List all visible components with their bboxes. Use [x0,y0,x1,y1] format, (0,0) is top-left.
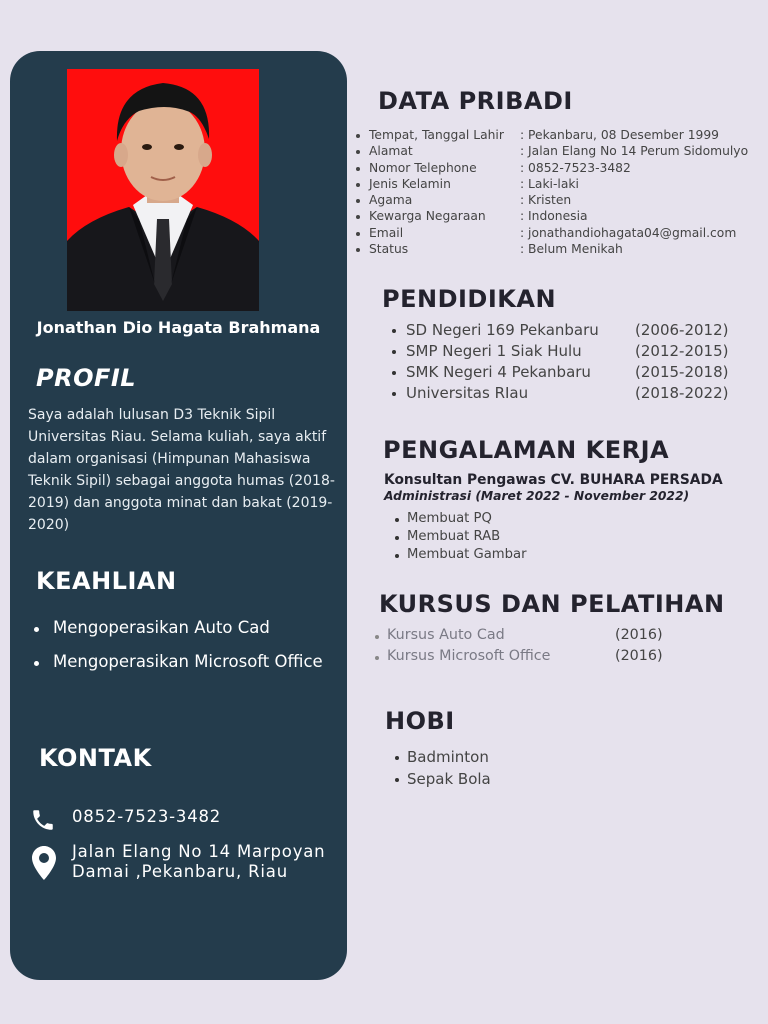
pengalaman-heading: PENGALAMAN KERJA [383,436,670,464]
profil-text: Saya adalah lulusan D3 Teknik Sipil Universitas Riau. Selama kuliah, saya aktif dalam organisasi (Himpunan Mahasiswa Teknik Sipil) sebagai anggota humas (2018-2019) dan anggota minat dan bakat (2019-2020) [28,407,335,533]
contact-phone [30,805,330,833]
row-value: : 0852-7523-3482 [520,160,631,175]
kursus-year: (2016) [615,648,663,664]
row-label: Agama [369,193,413,208]
kursus-heading: KURSUS DAN PELATIHAN [379,590,725,618]
skill-item: Mengoperasikan Microsoft Office [30,652,323,686]
row-label: Jenis Kelamin [369,176,451,191]
row-value: : jonathandiohagata04@gmail.com [520,225,737,240]
task-text: Membuat Gambar [407,547,527,562]
contact-address [30,842,345,892]
profile-photo [67,69,259,311]
phone-icon [30,807,56,837]
kursus-name: Kursus Microsoft Office [387,648,551,664]
pendidikan-heading: PENDIDIKAN [382,285,557,313]
kursus-item [373,627,673,648]
school-years: (2012-2015) [635,342,729,360]
phone-text: 0852-7523-3482 [72,807,222,826]
school-years: (2006-2012) [635,321,729,339]
pendidikan-item [390,363,730,384]
kursus-item [373,648,673,669]
row-label: Tempat, Tanggal Lahir [369,128,504,142]
row-label: Alamat [369,144,413,159]
row-value: : Indonesia [520,209,588,224]
school-name: SD Negeri 169 Pekanbaru [406,321,599,339]
map-pin-icon [32,846,56,884]
school-years: (2018-2022) [635,384,729,402]
kontak-heading: KONTAK [39,744,152,772]
kursus-year: (2016) [615,627,663,643]
row-value: : Kristen [520,193,572,208]
hobi-text: Sepak Bola [407,770,491,788]
skill-item: Mengoperasikan Auto Cad [30,618,323,652]
row-label: Email [369,225,404,240]
pendidikan-list [390,321,730,405]
row-label: Nomor Telephone [369,160,477,175]
keahlian-heading: KEAHLIAN [36,567,177,595]
pendidikan-item [390,384,730,405]
address-text: Jalan Elang No 14 Marpoyan Damai ,Pekanbaru, Riau [72,842,326,881]
row-value: : Jalan Elang No 14 Perum Sidomulyo [520,144,749,159]
kursus-list [373,627,673,669]
kursus-name: Kursus Auto Cad [387,627,505,643]
skill-list [30,618,323,686]
task-text: Membuat RAB [407,529,501,544]
company-name: Konsultan Pengawas CV. BUHARA PERSADA [384,472,723,488]
school-name: SMP Negeri 1 Siak Hulu [406,342,582,360]
profil-heading: PROFIL [36,364,137,392]
school-name: Universitas RIau [406,384,529,402]
school-name: SMK Negeri 4 Pekanbaru [406,363,591,381]
task-text: Membuat PQ [407,511,492,526]
data-pribadi-heading: DATA PRIBADI [378,87,573,115]
row-label: Status [369,242,409,257]
person-name: Jonathan Dio Hagata Brahmana [36,318,321,337]
hobi-text: Badminton [407,748,489,766]
row-label: Kewarga Negaraan [369,209,486,224]
row-value: : Pekanbaru, 08 Desember 1999 [520,128,720,142]
pendidikan-item [390,321,730,342]
row-value: : Laki-laki [520,176,579,191]
job-role: Administrasi (Maret 2022 - November 2022) [384,489,690,503]
row-value: : Belum Menikah [520,242,623,257]
pendidikan-item [390,342,730,363]
school-years: (2015-2018) [635,363,729,381]
hobi-heading: HOBI [385,707,455,735]
